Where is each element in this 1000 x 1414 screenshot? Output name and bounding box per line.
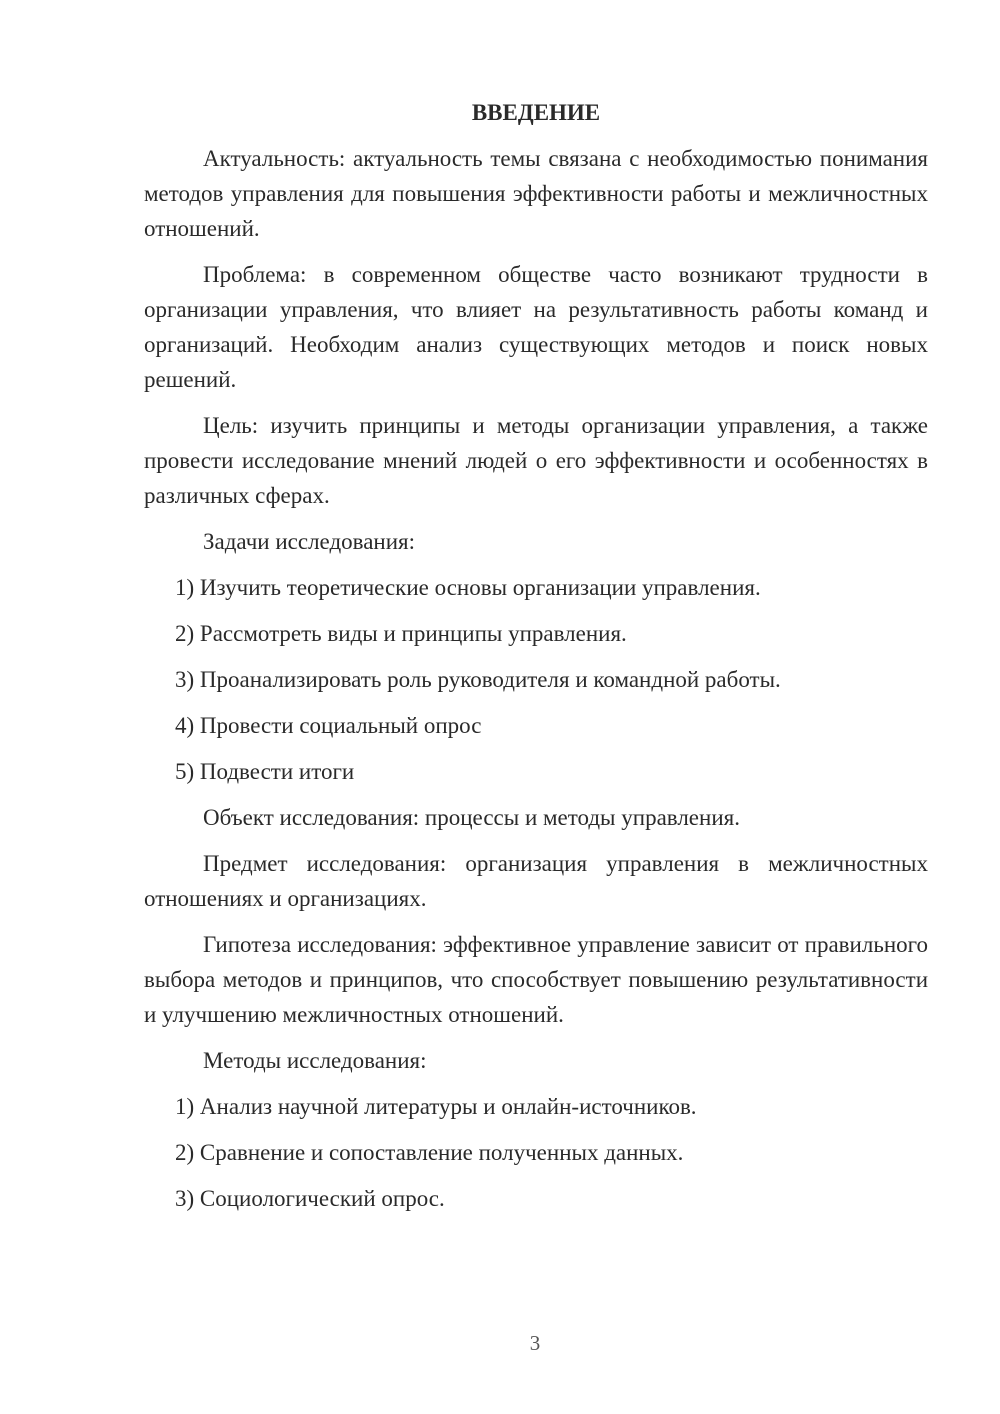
object-paragraph: Объект исследования: процессы и методы управления. (203, 805, 740, 830)
method-item-3: 3) Социологический опрос. (175, 1186, 445, 1211)
task-item-5: 5) Подвести итоги (175, 759, 355, 784)
task-item-3: 3) Проанализировать роль руководителя и командной работы. (175, 667, 781, 692)
page-number: 3 (529, 1331, 541, 1355)
method-item-1: 1) Анализ научной литературы и онлайн-источников. (175, 1094, 697, 1119)
page-content (144, 95, 928, 1227)
method-item-2: 2) Сравнение и сопоставление полученных данных. (175, 1140, 684, 1165)
methods-label: Методы исследования: (203, 1048, 427, 1073)
relevance-paragraph: Актуальность: актуальность темы связана с необходимостью понимания методов управления для повышения эффективности работы и межличностных отношений. (144, 146, 928, 241)
task-item-2: 2) Рассмотреть виды и принципы управления. (175, 621, 627, 646)
hypothesis-paragraph: Гипотеза исследования: эффективное управление зависит от правильного выбора методов и принципов, что способствует повышению результативности и улучшению межличностных отношений. (144, 932, 928, 1027)
task-item-4: 4) Провести социальный опрос (175, 713, 482, 738)
subject-paragraph: Предмет исследования: организация управления в межличностных отношениях и организациях. (144, 851, 928, 911)
task-item-1: 1) Изучить теоретические основы организации управления. (175, 575, 761, 600)
section-title: ВВЕДЕНИЕ (471, 100, 601, 125)
tasks-label: Задачи исследования: (203, 529, 416, 554)
goal-paragraph: Цель: изучить принципы и методы организации управления, а также провести исследование мнений людей о его эффективности и особенностях в различных сферах. (144, 413, 928, 508)
problem-paragraph: Проблема: в современном обществе часто возникают трудности в организации управления, что влияет на результативность работы команд и организаций. Необходим анализ существующих методов и поиск новых решений. (144, 262, 928, 392)
